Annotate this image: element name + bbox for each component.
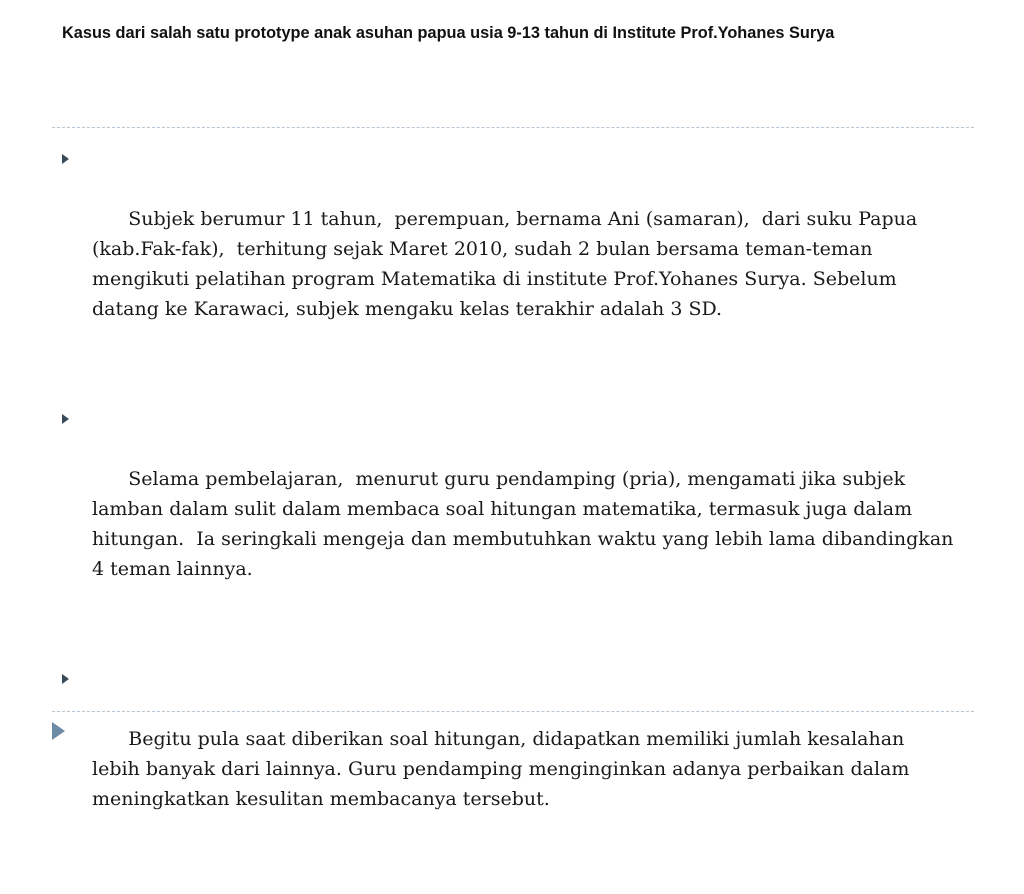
triangle-right-icon bbox=[62, 154, 69, 164]
triangle-right-icon bbox=[62, 414, 69, 424]
top-divider bbox=[52, 127, 974, 128]
slide-title: Kasus dari salah satu prototype anak asuhan papua usia 9-13 tahun di Institute Prof.Yohanes Surya bbox=[62, 23, 835, 42]
bullet-item bbox=[62, 664, 962, 844]
bullet-list bbox=[62, 144, 962, 894]
bullet-text: Begitu pula saat diberikan soal hitungan, didapatkan memiliki jumlah kesalahan lebih banyak dari lainnya. Guru pendamping menginginkan adanya perbaikan dalam meningkatkan kesulitan membacanya tersebut. bbox=[92, 728, 917, 810]
bullet-text: Selama pembelajaran, menurut guru pendamping (pria), mengamati jika subjek lamban dalam sulit dalam membaca soal hitungan matematika, termasuk juga dalam hitungan. Ia seringkali mengeja dan membutuhkan waktu yang lebih lama dibandingkan 4 teman lainnya. bbox=[92, 468, 960, 580]
bullet-item bbox=[62, 144, 962, 354]
bullet-item bbox=[62, 404, 962, 614]
bottom-divider bbox=[52, 711, 974, 712]
triangle-right-icon bbox=[62, 674, 69, 684]
bullet-text: Subjek berumur 11 tahun, perempuan, bernama Ani (samaran), dari suku Papua (kab.Fak-fak), terhitung sejak Maret 2010, sudah 2 bulan bersama teman-teman mengikuti pelatihan program Matematika di institute Prof.Yohanes Surya. Sebelum datang ke Karawaci, subjek mengaku kelas terakhir adalah 3 SD. bbox=[92, 208, 924, 320]
play-arrow-icon[interactable] bbox=[52, 722, 65, 740]
